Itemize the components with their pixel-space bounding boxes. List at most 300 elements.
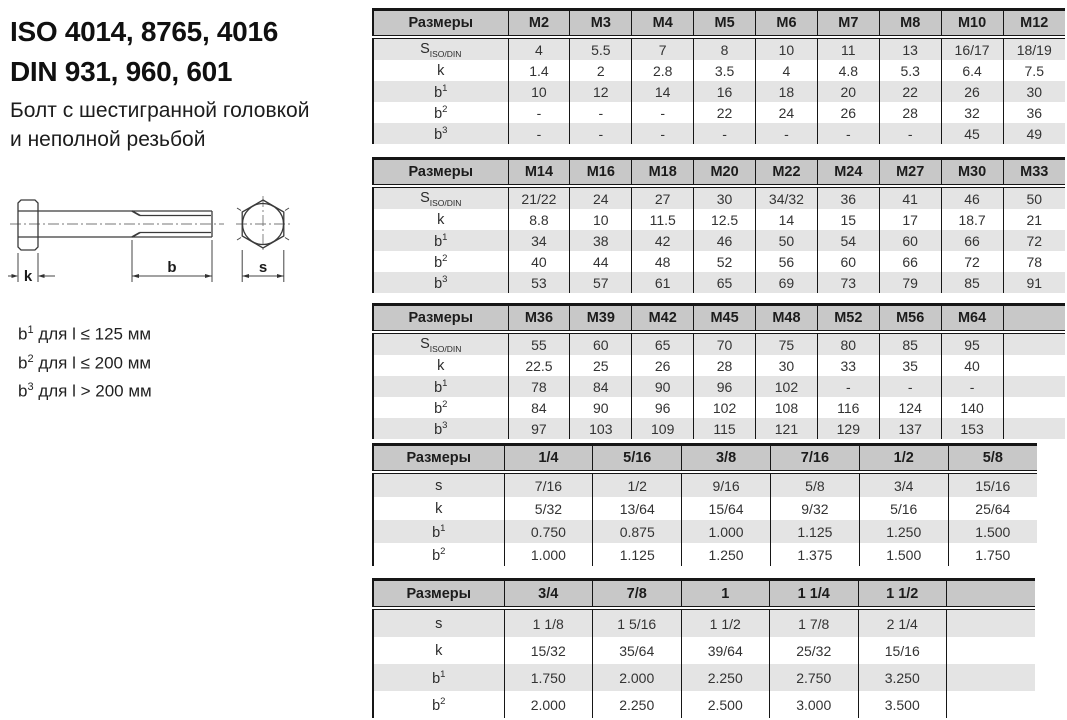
column-header: M22 bbox=[756, 159, 818, 187]
hex-chamfer-tick bbox=[237, 238, 241, 241]
cell: 91 bbox=[1003, 272, 1065, 293]
row-label-superscript: 3 bbox=[442, 124, 448, 136]
cell: 10 bbox=[756, 37, 818, 60]
cell-empty bbox=[1003, 418, 1065, 439]
cell: 5/32 bbox=[504, 497, 593, 520]
row-label-superscript: 1 bbox=[442, 82, 448, 94]
table-row bbox=[373, 81, 1065, 102]
cell: 66 bbox=[941, 230, 1003, 251]
cell: 1.750 bbox=[948, 543, 1037, 566]
dim-label-s: s bbox=[258, 259, 268, 276]
cell: 1 5/16 bbox=[593, 608, 682, 637]
table-row bbox=[373, 209, 1065, 230]
table-row bbox=[373, 37, 1065, 60]
cell: 55 bbox=[508, 332, 570, 355]
cell: - bbox=[817, 123, 879, 144]
cell: 10 bbox=[508, 81, 570, 102]
cell: 10 bbox=[570, 209, 632, 230]
cell: 13 bbox=[879, 37, 941, 60]
cell: - bbox=[508, 102, 570, 123]
row-label: $b^1$ bbox=[373, 376, 508, 397]
column-header: M36 bbox=[508, 305, 570, 333]
cell: 69 bbox=[756, 272, 818, 293]
cell: 1.250 bbox=[859, 520, 948, 543]
hex-chamfer-tick bbox=[237, 208, 241, 211]
row-label: $b^2$ bbox=[373, 102, 508, 123]
cell: 75 bbox=[756, 332, 818, 355]
column-header: 1 bbox=[681, 580, 770, 609]
cell: 21 bbox=[1003, 209, 1065, 230]
header-row bbox=[373, 10, 1065, 38]
row-label: k bbox=[373, 355, 508, 376]
cell: 4 bbox=[756, 60, 818, 81]
cell: 84 bbox=[508, 397, 570, 418]
cell: 46 bbox=[941, 186, 1003, 209]
cell: 33 bbox=[817, 355, 879, 376]
table-row bbox=[373, 543, 1037, 566]
row-label: $b^2$ bbox=[373, 251, 508, 272]
column-header: M27 bbox=[879, 159, 941, 187]
bolt-technical-drawing bbox=[8, 190, 308, 320]
cell: 84 bbox=[570, 376, 632, 397]
cell: 60 bbox=[570, 332, 632, 355]
cell-empty bbox=[947, 637, 1036, 664]
corner-header: Размеры bbox=[373, 445, 504, 473]
cell: 41 bbox=[879, 186, 941, 209]
cell: 14 bbox=[632, 81, 694, 102]
row-label-superscript: 2 bbox=[442, 398, 448, 410]
cell: 1.250 bbox=[682, 543, 771, 566]
cell: 140 bbox=[941, 397, 1003, 418]
column-header: M18 bbox=[632, 159, 694, 187]
column-header: M24 bbox=[817, 159, 879, 187]
cell: 79 bbox=[879, 272, 941, 293]
column-header: M3 bbox=[570, 10, 632, 38]
cell: 129 bbox=[817, 418, 879, 439]
cell: - bbox=[941, 376, 1003, 397]
dim-label-k: k bbox=[23, 268, 33, 285]
cell: 96 bbox=[632, 397, 694, 418]
cell: 50 bbox=[756, 230, 818, 251]
cell: 72 bbox=[941, 251, 1003, 272]
cell: 39/64 bbox=[681, 637, 770, 664]
row-label: k bbox=[373, 60, 508, 81]
cell: 15 bbox=[817, 209, 879, 230]
table-row bbox=[373, 376, 1065, 397]
cell: 30 bbox=[756, 355, 818, 376]
cell: 11 bbox=[817, 37, 879, 60]
cell: 49 bbox=[1003, 123, 1065, 144]
table-row bbox=[373, 397, 1065, 418]
cell: 7 bbox=[632, 37, 694, 60]
cell: 2.8 bbox=[632, 60, 694, 81]
cell: 25/32 bbox=[770, 637, 859, 664]
cell: 80 bbox=[817, 332, 879, 355]
cell: 1.750 bbox=[504, 664, 593, 691]
cell: 1.500 bbox=[948, 520, 1037, 543]
cell: 1.000 bbox=[682, 520, 771, 543]
cell: - bbox=[694, 123, 756, 144]
cell: 65 bbox=[694, 272, 756, 293]
column-header: M5 bbox=[694, 10, 756, 38]
column-header: M10 bbox=[941, 10, 1003, 38]
cell: 95 bbox=[941, 332, 1003, 355]
cell: 28 bbox=[694, 355, 756, 376]
column-header: M8 bbox=[879, 10, 941, 38]
column-header: M30 bbox=[941, 159, 1003, 187]
column-header: M7 bbox=[817, 10, 879, 38]
cell: 3.500 bbox=[858, 691, 947, 718]
header-row bbox=[373, 580, 1035, 609]
column-header: M20 bbox=[694, 159, 756, 187]
title-line-din: DIN 931, 960, 601 bbox=[10, 56, 233, 87]
dimension-table-5 bbox=[372, 578, 1035, 718]
cell: 1.4 bbox=[508, 60, 570, 81]
cell: 17 bbox=[879, 209, 941, 230]
cell: - bbox=[570, 123, 632, 144]
cell: 16 bbox=[694, 81, 756, 102]
arrowhead bbox=[277, 274, 284, 278]
cell: 52 bbox=[694, 251, 756, 272]
column-header: 1/4 bbox=[504, 445, 593, 473]
row-label: k bbox=[373, 637, 504, 664]
cell: 73 bbox=[817, 272, 879, 293]
cell: 26 bbox=[817, 102, 879, 123]
arrowhead bbox=[242, 274, 249, 278]
cell: - bbox=[508, 123, 570, 144]
cell: 24 bbox=[756, 102, 818, 123]
cell: 35 bbox=[879, 355, 941, 376]
cell: 2.250 bbox=[593, 691, 682, 718]
cell: 15/16 bbox=[858, 637, 947, 664]
cell: 5.3 bbox=[879, 60, 941, 81]
cell: 18.7 bbox=[941, 209, 1003, 230]
cell: 3.000 bbox=[770, 691, 859, 718]
table-row bbox=[373, 637, 1035, 664]
cell: 27 bbox=[632, 186, 694, 209]
arrowhead bbox=[132, 274, 139, 278]
cell: 54 bbox=[817, 230, 879, 251]
cell: 21/22 bbox=[508, 186, 570, 209]
header-row bbox=[373, 445, 1037, 473]
cell: 1.125 bbox=[593, 543, 682, 566]
cell: 16/17 bbox=[941, 37, 1003, 60]
cell: 1.375 bbox=[770, 543, 859, 566]
cell: 0.875 bbox=[593, 520, 682, 543]
cell: 30 bbox=[694, 186, 756, 209]
cell: 8.8 bbox=[508, 209, 570, 230]
column-header: M45 bbox=[694, 305, 756, 333]
cell: 46 bbox=[694, 230, 756, 251]
table-row bbox=[373, 272, 1065, 293]
cell: 53 bbox=[508, 272, 570, 293]
cell: 42 bbox=[632, 230, 694, 251]
cell: 18 bbox=[756, 81, 818, 102]
cell: 45 bbox=[941, 123, 1003, 144]
cell: - bbox=[756, 123, 818, 144]
row-label: $S_{ISO/DIN}$ bbox=[373, 186, 508, 209]
cell: 22.5 bbox=[508, 355, 570, 376]
row-label-superscript: 2 bbox=[440, 695, 446, 707]
cell: 57 bbox=[570, 272, 632, 293]
cell: 26 bbox=[632, 355, 694, 376]
table-row bbox=[373, 355, 1065, 376]
table-row bbox=[373, 520, 1037, 543]
column-header: 7/8 bbox=[593, 580, 682, 609]
header-row bbox=[373, 159, 1065, 187]
column-header: M6 bbox=[756, 10, 818, 38]
table-row bbox=[373, 497, 1037, 520]
row-label: $b^3$ bbox=[373, 272, 508, 293]
footnote-superscript: 1 bbox=[27, 324, 34, 336]
cell: 28 bbox=[879, 102, 941, 123]
cell: 25/64 bbox=[948, 497, 1037, 520]
cell-empty bbox=[1003, 397, 1065, 418]
row-label-superscript: 2 bbox=[440, 545, 446, 557]
row-label-superscript: 2 bbox=[442, 103, 448, 115]
table-row bbox=[373, 186, 1065, 209]
table-row bbox=[373, 230, 1065, 251]
table-row bbox=[373, 608, 1035, 637]
column-header: M2 bbox=[508, 10, 570, 38]
table-row bbox=[373, 251, 1065, 272]
row-label: $b^2$ bbox=[373, 543, 504, 566]
page-subtitle bbox=[10, 96, 309, 154]
row-label-superscript: 2 bbox=[442, 252, 448, 264]
cell-empty bbox=[1003, 332, 1065, 355]
footnote-superscript: 2 bbox=[27, 352, 34, 365]
bolt-head-side-view bbox=[18, 200, 38, 250]
dim-label-b: b bbox=[167, 259, 177, 276]
column-header: M64 bbox=[941, 305, 1003, 333]
cell: 121 bbox=[756, 418, 818, 439]
thread-runout-top bbox=[132, 211, 140, 216]
thread-length-footnotes bbox=[18, 318, 152, 404]
cell: 116 bbox=[817, 397, 879, 418]
row-label-subscript: ISO/DIN bbox=[429, 48, 462, 59]
row-label: $b^1$ bbox=[373, 520, 504, 543]
cell: 2.500 bbox=[681, 691, 770, 718]
cell: 90 bbox=[570, 397, 632, 418]
cell: 124 bbox=[879, 397, 941, 418]
row-label: $b^3$ bbox=[373, 418, 508, 439]
table-row bbox=[373, 332, 1065, 355]
row-label-superscript: 1 bbox=[440, 668, 446, 680]
cell: 13/64 bbox=[593, 497, 682, 520]
cell: 35/64 bbox=[593, 637, 682, 664]
row-label: $S_{ISO/DIN}$ bbox=[373, 37, 508, 60]
table-row bbox=[373, 123, 1065, 144]
column-header: 3/8 bbox=[682, 445, 771, 473]
corner-header: Размеры bbox=[373, 580, 504, 609]
cell: 90 bbox=[632, 376, 694, 397]
cell: 5/16 bbox=[859, 497, 948, 520]
row-label-subscript: ISO/DIN bbox=[429, 343, 462, 354]
cell: 25 bbox=[570, 355, 632, 376]
cell: 7/16 bbox=[504, 472, 593, 497]
cell: 6.4 bbox=[941, 60, 1003, 81]
corner-header: Размеры bbox=[373, 305, 508, 333]
cell: 0.750 bbox=[504, 520, 593, 543]
cell: 22 bbox=[879, 81, 941, 102]
arrowhead bbox=[38, 274, 45, 278]
row-label: $b^1$ bbox=[373, 230, 508, 251]
cell: 11.5 bbox=[632, 209, 694, 230]
cell: 14 bbox=[756, 209, 818, 230]
row-label: $b^2$ bbox=[373, 397, 508, 418]
cell: 1.500 bbox=[859, 543, 948, 566]
column-header: M56 bbox=[879, 305, 941, 333]
row-label: $S_{ISO/DIN}$ bbox=[373, 332, 508, 355]
cell: 1.125 bbox=[770, 520, 859, 543]
cell: 2.000 bbox=[504, 691, 593, 718]
cell: 30 bbox=[1003, 81, 1065, 102]
row-label-superscript: 3 bbox=[442, 419, 448, 431]
cell: 2.000 bbox=[593, 664, 682, 691]
cell: 60 bbox=[817, 251, 879, 272]
cell: 12 bbox=[570, 81, 632, 102]
page-title bbox=[10, 12, 278, 92]
column-header: M4 bbox=[632, 10, 694, 38]
column-header: 1 1/4 bbox=[770, 580, 859, 609]
table-row bbox=[373, 664, 1035, 691]
cell: 1 7/8 bbox=[770, 608, 859, 637]
cell: 48 bbox=[632, 251, 694, 272]
cell: 36 bbox=[1003, 102, 1065, 123]
column-header: M16 bbox=[570, 159, 632, 187]
cell: 72 bbox=[1003, 230, 1065, 251]
hex-chamfer-tick bbox=[285, 238, 289, 241]
footnote-line: $b^2$ для l ≤ 200 мм bbox=[18, 352, 152, 373]
column-header: 1/2 bbox=[859, 445, 948, 473]
row-label: s bbox=[373, 472, 504, 497]
cell: 1.000 bbox=[504, 543, 593, 566]
column-header: 5/16 bbox=[593, 445, 682, 473]
cell: 36 bbox=[817, 186, 879, 209]
row-label: s bbox=[373, 608, 504, 637]
cell: 56 bbox=[756, 251, 818, 272]
cell: 20 bbox=[817, 81, 879, 102]
row-label-superscript: 1 bbox=[442, 377, 448, 389]
column-header: 5/8 bbox=[948, 445, 1037, 473]
cell: 40 bbox=[508, 251, 570, 272]
column-header: M39 bbox=[570, 305, 632, 333]
cell: 78 bbox=[1003, 251, 1065, 272]
cell: 24 bbox=[570, 186, 632, 209]
dimension-table-2 bbox=[372, 157, 1065, 293]
cell: 153 bbox=[941, 418, 1003, 439]
dimension-table-1 bbox=[372, 8, 1065, 144]
cell: 2 bbox=[570, 60, 632, 81]
row-label-subscript: ISO/DIN bbox=[429, 197, 462, 208]
cell: 32 bbox=[941, 102, 1003, 123]
cell-empty bbox=[1003, 355, 1065, 376]
cell: 78 bbox=[508, 376, 570, 397]
row-label: k bbox=[373, 209, 508, 230]
column-header: M42 bbox=[632, 305, 694, 333]
footnote-superscript: 3 bbox=[27, 381, 34, 394]
dimension-tables bbox=[372, 0, 1067, 720]
dimension-table-3 bbox=[372, 303, 1065, 439]
table-row bbox=[373, 472, 1037, 497]
cell: - bbox=[879, 376, 941, 397]
cell: 9/32 bbox=[770, 497, 859, 520]
row-label: k bbox=[373, 497, 504, 520]
cell: - bbox=[632, 123, 694, 144]
table-row bbox=[373, 102, 1065, 123]
cell: 115 bbox=[694, 418, 756, 439]
footnote-line: $b^1$ для l ≤ 125 мм bbox=[18, 324, 152, 344]
cell: 8 bbox=[694, 37, 756, 60]
cell: 97 bbox=[508, 418, 570, 439]
cell: 2.250 bbox=[681, 664, 770, 691]
column-header-empty bbox=[947, 580, 1036, 609]
cell: 15/32 bbox=[504, 637, 593, 664]
table-row bbox=[373, 691, 1035, 718]
cell: 66 bbox=[879, 251, 941, 272]
cell: - bbox=[817, 376, 879, 397]
row-label: $b^1$ bbox=[373, 81, 508, 102]
row-label-superscript: 3 bbox=[442, 273, 448, 285]
title-line-iso: ISO 4014, 8765, 4016 bbox=[10, 16, 278, 47]
cell: 3.250 bbox=[858, 664, 947, 691]
cell: 109 bbox=[632, 418, 694, 439]
column-header-empty bbox=[1003, 305, 1065, 333]
thread-runout-bottom bbox=[132, 233, 140, 238]
cell: 60 bbox=[879, 230, 941, 251]
cell: 5.5 bbox=[570, 37, 632, 60]
row-label-superscript: 1 bbox=[440, 522, 446, 534]
cell-empty bbox=[947, 664, 1036, 691]
cell: 18/19 bbox=[1003, 37, 1065, 60]
header-row bbox=[373, 305, 1065, 333]
cell: 44 bbox=[570, 251, 632, 272]
cell: 26 bbox=[941, 81, 1003, 102]
cell: 102 bbox=[694, 397, 756, 418]
cell: 12.5 bbox=[694, 209, 756, 230]
cell: 96 bbox=[694, 376, 756, 397]
row-label-superscript: 1 bbox=[442, 231, 448, 243]
cell: 3.5 bbox=[694, 60, 756, 81]
row-label: $b^1$ bbox=[373, 664, 504, 691]
cell: 50 bbox=[1003, 186, 1065, 209]
table-row bbox=[373, 60, 1065, 81]
hex-chamfer-tick bbox=[285, 208, 289, 211]
cell: 2.750 bbox=[770, 664, 859, 691]
cell: 102 bbox=[756, 376, 818, 397]
column-header: M33 bbox=[1003, 159, 1065, 187]
column-header: M14 bbox=[508, 159, 570, 187]
cell: 61 bbox=[632, 272, 694, 293]
cell: 65 bbox=[632, 332, 694, 355]
cell: 4.8 bbox=[817, 60, 879, 81]
column-header: M12 bbox=[1003, 10, 1065, 38]
cell: - bbox=[570, 102, 632, 123]
cell: 22 bbox=[694, 102, 756, 123]
cell: 85 bbox=[941, 272, 1003, 293]
cell: 38 bbox=[570, 230, 632, 251]
corner-header: Размеры bbox=[373, 159, 508, 187]
table-row bbox=[373, 418, 1065, 439]
cell: 85 bbox=[879, 332, 941, 355]
cell: 7.5 bbox=[1003, 60, 1065, 81]
cell: 40 bbox=[941, 355, 1003, 376]
cell: 9/16 bbox=[682, 472, 771, 497]
cell: 70 bbox=[694, 332, 756, 355]
column-header: 3/4 bbox=[504, 580, 593, 609]
cell: 108 bbox=[756, 397, 818, 418]
subtitle-line-1: Болт с шестигранной головкой bbox=[10, 99, 310, 122]
